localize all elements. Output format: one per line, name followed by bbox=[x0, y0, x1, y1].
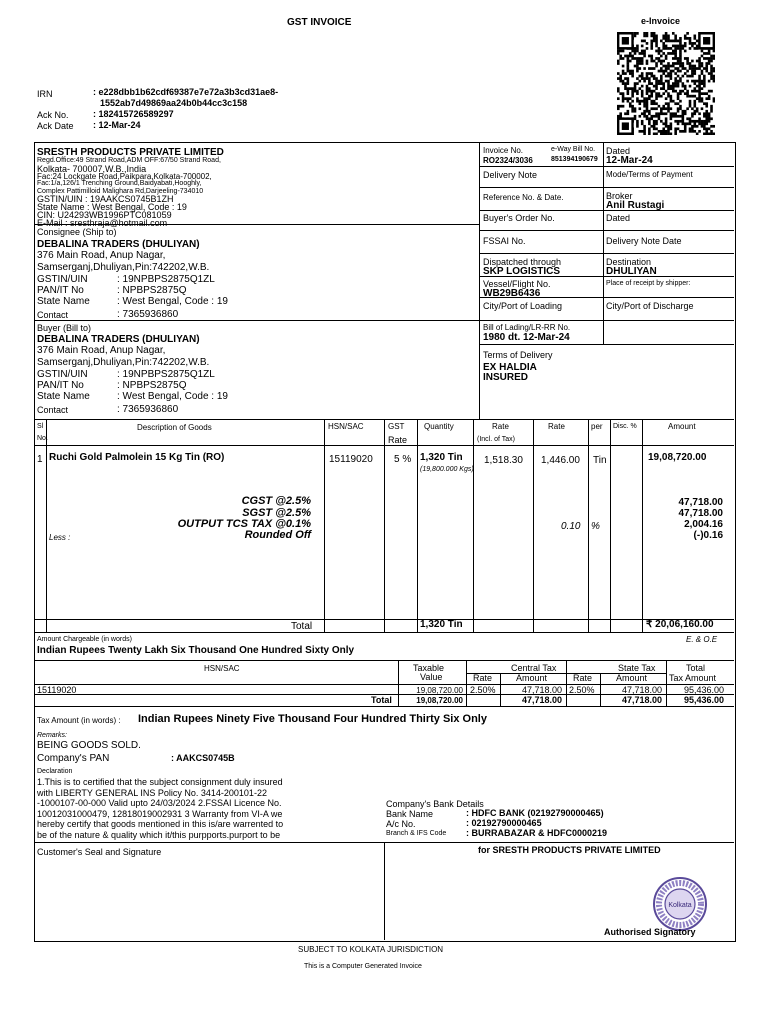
remarks-label: Remarks: bbox=[37, 732, 67, 739]
remarks-text: BEING GOODS SOLD. bbox=[37, 740, 141, 751]
consignee-address-2: Samserganj,Dhuliyan,Pin:742202,W.B. bbox=[37, 262, 210, 273]
item-rate: 1,446.00 bbox=[541, 455, 580, 466]
total-label: Total bbox=[291, 621, 313, 632]
invoice-date: 12-Mar-24 bbox=[606, 155, 653, 166]
item-per: Tin bbox=[593, 455, 607, 466]
col-gst: GST bbox=[388, 422, 405, 431]
terms-label: Terms of Delivery bbox=[483, 350, 553, 360]
invoice-no: RO2324/3036 bbox=[483, 156, 533, 165]
ack-no-label: Ack No. bbox=[37, 110, 69, 120]
tax-col-total: Total bbox=[686, 663, 706, 673]
tax-col-state-rate: Rate bbox=[573, 673, 593, 683]
tcs-rate: 0.10 bbox=[561, 521, 581, 532]
tax-row-taxable: 19,08,720.00 bbox=[416, 686, 463, 695]
item-rate-incl: 1,518.30 bbox=[484, 455, 523, 466]
computer-generated-note: This is a Computer Generated Invoice bbox=[304, 963, 422, 970]
delivery-note-label: Delivery Note bbox=[483, 170, 538, 180]
dispatched-label: Dispatched through bbox=[483, 257, 562, 267]
bank-name: : HDFC BANK (02192790000465) bbox=[466, 808, 604, 818]
item-sl: 1 bbox=[37, 454, 43, 465]
item-description: Ruchi Gold Palmolein 15 Kg Tin (RO) bbox=[49, 452, 225, 463]
destination-label: Destination bbox=[606, 257, 652, 267]
reference-label: Reference No. & Date. bbox=[483, 193, 564, 202]
dispatched-value: SKP LOGISTICS bbox=[483, 266, 561, 277]
buyers-order-label: Buyer's Order No. bbox=[483, 213, 555, 223]
tax-row-central-amount: 47,718.00 bbox=[521, 685, 562, 695]
ifs-label: Branch & IFS Code bbox=[386, 830, 447, 837]
vessel-value: WB29B6436 bbox=[483, 288, 541, 299]
consignee-address-1: 376 Main Road, Anup Nagar, bbox=[37, 250, 166, 261]
col-quantity: Quantity bbox=[424, 422, 454, 431]
jurisdiction-note: SUBJECT TO KOLKATA JURISDICTION bbox=[298, 945, 444, 954]
consignee-gstin-label: GSTIN/UIN bbox=[37, 274, 88, 285]
consignee-state-label: State Name bbox=[37, 296, 90, 307]
company-pan: : AAKCS0745B bbox=[171, 753, 235, 763]
company-stamp bbox=[652, 876, 708, 932]
col-discount: Disc. % bbox=[613, 423, 637, 430]
tax-col-central: Central Tax bbox=[511, 663, 557, 673]
buyer-address-2: Samserganj,Dhuliyan,Pin:742202,W.B. bbox=[37, 357, 210, 368]
col-sl-no: No. bbox=[37, 435, 48, 442]
buyer-gstin: : 19NPBPS2875Q1ZL bbox=[117, 369, 215, 380]
consignee-label: Consignee (Ship to) bbox=[37, 227, 117, 237]
tax-total-central: 47,718.00 bbox=[521, 695, 562, 705]
receipt-label: Place of receipt by shipper: bbox=[606, 280, 691, 287]
buyer-contact: : 7365936860 bbox=[117, 404, 179, 415]
bank-name-label: Bank Name bbox=[386, 809, 434, 819]
tax-row-total: 95,436.00 bbox=[683, 685, 724, 695]
delivery-note-date-label: Delivery Note Date bbox=[606, 236, 682, 246]
buyer-name: DEBALINA TRADERS (DHULIYAN) bbox=[37, 334, 200, 345]
total-quantity: 1,320 Tin bbox=[420, 619, 463, 630]
buyer-state: : West Bengal, Code : 19 bbox=[117, 391, 228, 402]
rounded-off-label: Rounded Off bbox=[244, 529, 311, 541]
ifs-code: : BURRABAZAR & HDFC0000219 bbox=[466, 828, 608, 838]
tax-col-central-rate: Rate bbox=[473, 673, 493, 683]
irn-value-line1: : e228dbb1b62cdf69387e7e72a3b3cd31ae8- bbox=[93, 87, 279, 97]
irn-label: IRN bbox=[37, 89, 53, 99]
qr-code bbox=[617, 32, 715, 135]
tax-total-label: Total bbox=[371, 695, 392, 705]
amount-in-words: Indian Rupees Twenty Lakh Six Thousand One Hundred Sixty Only bbox=[37, 645, 355, 656]
terms-line2: INSURED bbox=[483, 372, 529, 383]
col-rate: Rate bbox=[548, 422, 565, 431]
invoice-title: GST INVOICE bbox=[287, 17, 352, 28]
eoe-label: E. & O.E bbox=[686, 635, 718, 644]
cgst-amount: 47,718.00 bbox=[678, 497, 723, 508]
terms-line1: EX HALDIA bbox=[483, 362, 537, 373]
consignee-name: DEBALINA TRADERS (DHULIYAN) bbox=[37, 239, 200, 250]
buyer-gstin-label: GSTIN/UIN bbox=[37, 369, 88, 380]
item-hsn: 15119020 bbox=[329, 454, 373, 465]
col-sl: Sl bbox=[37, 423, 44, 430]
tax-col-state: State Tax bbox=[618, 663, 656, 673]
discharge-label: City/Port of Discharge bbox=[606, 301, 694, 311]
consignee-contact: : 7365936860 bbox=[117, 309, 179, 320]
tax-col-taxable: Taxable bbox=[413, 663, 445, 673]
buyer-label: Buyer (Bill to) bbox=[37, 323, 92, 333]
tcs-amount: 2,004.16 bbox=[684, 519, 723, 530]
buyer-state-label: State Name bbox=[37, 391, 90, 402]
broker-name: Anil Rustagi bbox=[606, 200, 665, 211]
tax-row-central-rate: 2.50% bbox=[470, 685, 496, 695]
sgst-amount: 47,718.00 bbox=[678, 508, 723, 519]
account-label: A/c No. bbox=[386, 819, 416, 829]
tax-row-hsn: 15119020 bbox=[37, 685, 77, 695]
order-dated-label: Dated bbox=[606, 213, 631, 223]
cgst-label: CGST @2.5% bbox=[241, 495, 311, 507]
amount-words-label: Amount Chargeable (in words) bbox=[37, 636, 132, 643]
broker-label: Broker bbox=[606, 191, 633, 201]
col-hsn: HSN/SAC bbox=[328, 422, 364, 431]
consignee-state: : West Bengal, Code : 19 bbox=[117, 296, 228, 307]
authorised-signatory: Authorised Signatory bbox=[604, 927, 696, 937]
company-pan-label: Company's PAN bbox=[37, 753, 110, 764]
eway-no: 851394190679 bbox=[551, 156, 598, 163]
irn-value-line2: 1552ab7d49869aa24b0b44cc3c158 bbox=[100, 98, 248, 108]
declaration-label: Declaration bbox=[37, 768, 73, 775]
ack-date-value: : 12-Mar-24 bbox=[93, 120, 141, 130]
col-description: Description of Goods bbox=[137, 423, 212, 432]
payment-terms-label: Mode/Terms of Payment bbox=[606, 170, 693, 179]
col-rate-incl: Rate bbox=[492, 422, 509, 431]
item-quantity-kgs: (19,800.000 Kgs) bbox=[420, 466, 474, 473]
eway-label: e-Way Bill No. bbox=[551, 146, 596, 153]
tcs-percent: % bbox=[591, 521, 600, 532]
destination-value: DHULIYAN bbox=[606, 266, 657, 277]
customer-seal-label: Customer's Seal and Signature bbox=[37, 847, 162, 857]
tax-total-amount: 95,436.00 bbox=[683, 695, 724, 705]
item-amount: 19,08,720.00 bbox=[648, 452, 707, 463]
lading-label: Bill of Lading/LR-RR No. bbox=[483, 323, 571, 332]
bank-details-title: Company's Bank Details bbox=[386, 799, 484, 809]
col-per: per bbox=[591, 422, 603, 431]
tax-row-state-amount: 47,718.00 bbox=[621, 685, 662, 695]
tax-total-taxable: 19,08,720.00 bbox=[416, 696, 463, 705]
tax-col-hsn: HSN/SAC bbox=[204, 664, 240, 673]
tax-amount-in-words: Indian Rupees Ninety Five Thousand Four Hundred Thirty Six Only bbox=[138, 713, 487, 725]
consignee-gstin: : 19NPBPS2875Q1ZL bbox=[117, 274, 215, 285]
less-label: Less : bbox=[49, 533, 71, 542]
for-company-label: for SRESTH PRODUCTS PRIVATE LIMITED bbox=[478, 845, 661, 855]
rounded-off-amount: (-)0.16 bbox=[693, 530, 723, 541]
tax-col-total-amount: Tax Amount bbox=[669, 673, 717, 683]
ack-no-value: : 182415726589297 bbox=[93, 109, 174, 119]
buyer-pan: : NPBPS2875Q bbox=[117, 380, 187, 391]
tax-words-label: Tax Amount (in words) : bbox=[37, 716, 121, 725]
consignee-contact-label: Contact bbox=[37, 310, 69, 320]
tax-row-state-rate: 2.50% bbox=[569, 685, 595, 695]
invoice-no-label: Invoice No. bbox=[483, 146, 524, 155]
ack-date-label: Ack Date bbox=[37, 121, 74, 131]
einvoice-label: e-Invoice bbox=[641, 16, 681, 26]
col-rate-incl-sub: (Incl. of Tax) bbox=[477, 436, 515, 443]
col-amount: Amount bbox=[668, 422, 696, 431]
lading-value: 1980 dt. 12-Mar-24 bbox=[483, 332, 570, 343]
consignee-pan-label: PAN/IT No bbox=[37, 285, 84, 296]
buyer-contact-label: Contact bbox=[37, 405, 69, 415]
seller-name: SRESTH PRODUCTS PRIVATE LIMITED bbox=[37, 147, 224, 158]
consignee-pan: : NPBPS2875Q bbox=[117, 285, 187, 296]
col-gst-rate: Rate bbox=[388, 435, 408, 445]
item-gst-rate: 5 % bbox=[394, 454, 412, 465]
svg-text:Kolkata: Kolkata bbox=[668, 902, 692, 909]
tax-col-central-amount: Amount bbox=[516, 673, 548, 683]
declaration-text: 1.This is to certified that the subject consignment duly insured with LIBERTY GENERAL INS Policy No. 3414-200101-22 -1000107-00-000 Valid upto 24/03/2024 2.FSSAI Licence No. 10012031000479, 12818019002931 3 Warranty from VI-A we hereby certify that goods mentioned in this is/are warrented to be of the nature & quality which it/this purpports.purport to be bbox=[37, 777, 284, 840]
tax-col-value: Value bbox=[420, 672, 443, 682]
item-quantity: 1,320 Tin bbox=[420, 452, 463, 463]
fssai-label: FSSAI No. bbox=[483, 236, 526, 246]
account-number: : 02192790000465 bbox=[466, 818, 542, 828]
total-amount: ₹ 20,06,160.00 bbox=[646, 619, 714, 630]
seller-address: Regd.Office:49 Strand Road,ADM OFF:67/50 Strand Road, Kolkata- 700007,W.B.,India Fac:24 Lockgate Road,Paikpara,Kolkata-700002, Fac:1/a,126/1 Trenching Ground,Baidyabati,Hooghly, Complex Pattimilloid Malighara Rd,Darjeeling-734010 GSTIN/UIN : 19AAKCS0745B1ZH State Name : West Bengal, Code : 19 CIN: U24293WB1996PTC081059 E-Mail : sresthraja@hotmail.com bbox=[37, 157, 221, 229]
tax-total-state: 47,718.00 bbox=[621, 695, 662, 705]
buyer-address-1: 376 Main Road, Anup Nagar, bbox=[37, 345, 166, 356]
tcs-label: OUTPUT TCS TAX @0.1% bbox=[177, 518, 311, 530]
vessel-label: Vessel/Flight No. bbox=[483, 279, 551, 289]
dated-label: Dated bbox=[606, 146, 631, 156]
tax-col-state-amount: Amount bbox=[616, 673, 648, 683]
loading-label: City/Port of Loading bbox=[483, 301, 563, 311]
sgst-label: SGST @2.5% bbox=[242, 507, 311, 519]
buyer-pan-label: PAN/IT No bbox=[37, 380, 84, 391]
